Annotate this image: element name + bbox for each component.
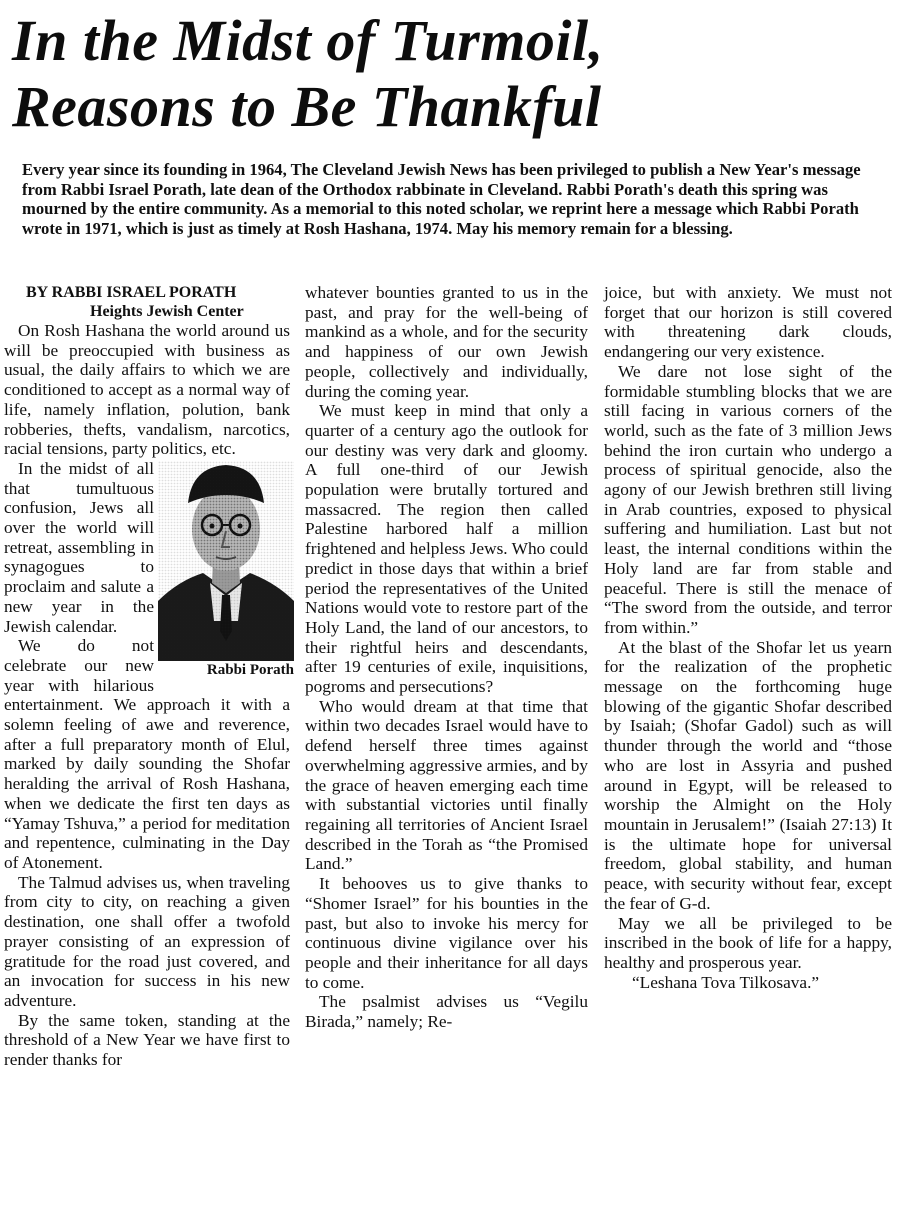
paragraph: At the blast of the Shofar let us yearn for the realization of the prophetic message on the forthcoming huge blowing of the gigantic Shofar described by Isaiah; (Shofar Gadol) such as will thunder through the world and “those who are lost in Assyria and pushed around in Egypt, will be released to worship the Almight on the Holy mountain in Jerusalem!” (Isaiah 27:13) It is the ultimate hope for universal freedom, global stability, and human peace, with security without fear, except the fear of G-d. xyxy=(604,637,892,913)
paragraph: The psalmist advises us “Vegilu Birada,” namely; Re- xyxy=(305,992,588,1032)
headline xyxy=(12,8,892,140)
paragraph: We must keep in mind that only a quarter of a century ago the outlook for our destiny was very dark and gloomy. A full one-third of our Jewish population were brutally tortured and massacred. The region then called Palestine harbored half a million frightened and helpless Jews. Who could predict in those days that within a brief period the representatives of the United Nations would vote to restore part of the Holy Land, the land of our ancestors, to their rightful heirs and descendants, after 19 centuries of exile, inquisitions, pogroms and persecutions? xyxy=(305,401,588,697)
editor-intro: Every year since its founding in 1964, The Cleveland Jewish News has been privileged to publish a New Year's message from Rabbi Israel Porath, late dean of the Orthodox rabbinate in Cleveland. Rabbi Porath's death this spring was mourned by the entire community. As a memorial to this noted scholar, we reprint here a message which Rabbi Porath wrote in 1971, which is just as timely at Rosh Hashana, 1974. May his memory remain for a blessing. xyxy=(22,160,861,238)
paragraph: joice, but with anxiety. We must not forget that our horizon is still covered with threatening dark clouds, endangering our very existence. xyxy=(604,283,892,362)
photo-caption: Rabbi Porath xyxy=(206,661,294,678)
paragraph: It behooves us to give thanks to “Shomer Israel” for his bounties in the past, but also to invoke his mercy for continuous divine vigilance over his people and their inheritance for all days to come. xyxy=(305,874,588,992)
byline: BY RABBI ISRAEL PORATH xyxy=(26,284,237,301)
paragraph: We do not celebrate our new year with hilarious entertainment. We approach it with a solemn feeling of awe and reverence, after a full preparatory month of Elul, marked by daily sounding the Shofar heralding the arrival of Rosh Hashana, when we dedicate the first ten days as “Yamay Tshuva,” a period for meditation and repentence, culminating in the Day of Atonement. xyxy=(4,636,290,872)
paragraph: By the same token, standing at the threshold of a New Year we have first to render thanks for xyxy=(4,1010,290,1070)
paragraph: In the midst of all that tumultuous confusion, Jews all over the world will retreat, assembling in synagogues to proclaim and salute a new year in the Jewish calendar. xyxy=(4,458,154,636)
paragraph: On Rosh Hashana the world around us will be preoccupied with business as usual, the daily affairs to which we are conditioned to accept as a normal way of life, namely inflation, polution, bank robberies, thefts, vandalism, narcotics, racial tensions, party politics, etc. xyxy=(4,321,290,459)
article-column-2 xyxy=(305,283,588,1032)
closing-greeting: “Leshana Tova Tilkosava.” xyxy=(632,972,820,992)
paragraph: The Talmud advises us, when traveling from city to city, on reaching a given destination, one shall offer a twofold prayer consisting of an expression of gratitude for the road just covered, and an invocation for success in his new adventure. xyxy=(4,872,290,1010)
rabbi-photo-block xyxy=(158,461,294,689)
portrait-illustration xyxy=(158,461,294,661)
paragraph: whatever bounties granted to us in the past, and pray for the well-being of mankind as a whole, and for the security and happiness of our own Jewish people, collectively and individually, during the coming year. xyxy=(305,283,588,401)
affiliation: Heights Jewish Center xyxy=(90,303,244,320)
paragraph: We dare not lose sight of the formidable stumbling blocks that we are still facing in various corners of the world, such as the fate of 3 million Jews behind the iron curtain who undergo a process of spiritual genocide, also the agony of our Jewish brethren still living in Arab countries, exposed to physical suffering and humiliation. Last but not least, the internal conditions within the Holy land are far from stable and peaceful. There is still the menace of “The sword from the outside, and terror from within.” xyxy=(604,361,892,637)
article-column-3 xyxy=(604,283,892,992)
headline-line-2: Reasons to Be Thankful xyxy=(12,74,602,139)
paragraph: May we all be privileged to be inscribed in the book of life for a happy, healthy and prosperous year. xyxy=(604,913,892,972)
rabbi-portrait-photo xyxy=(158,461,294,661)
paragraph: Who would dream at that time that within two decades Israel would have to defend herself three times against overwhelming aggressive armies, and by the grace of heaven emerging each time with substantial victories until finally regaining all territories of Ancient Israel described in the Torah as “the Promised Land.” xyxy=(305,696,588,874)
headline-line-1: In the Midst of Turmoil, xyxy=(12,8,604,73)
article-column-1 xyxy=(4,283,294,1070)
